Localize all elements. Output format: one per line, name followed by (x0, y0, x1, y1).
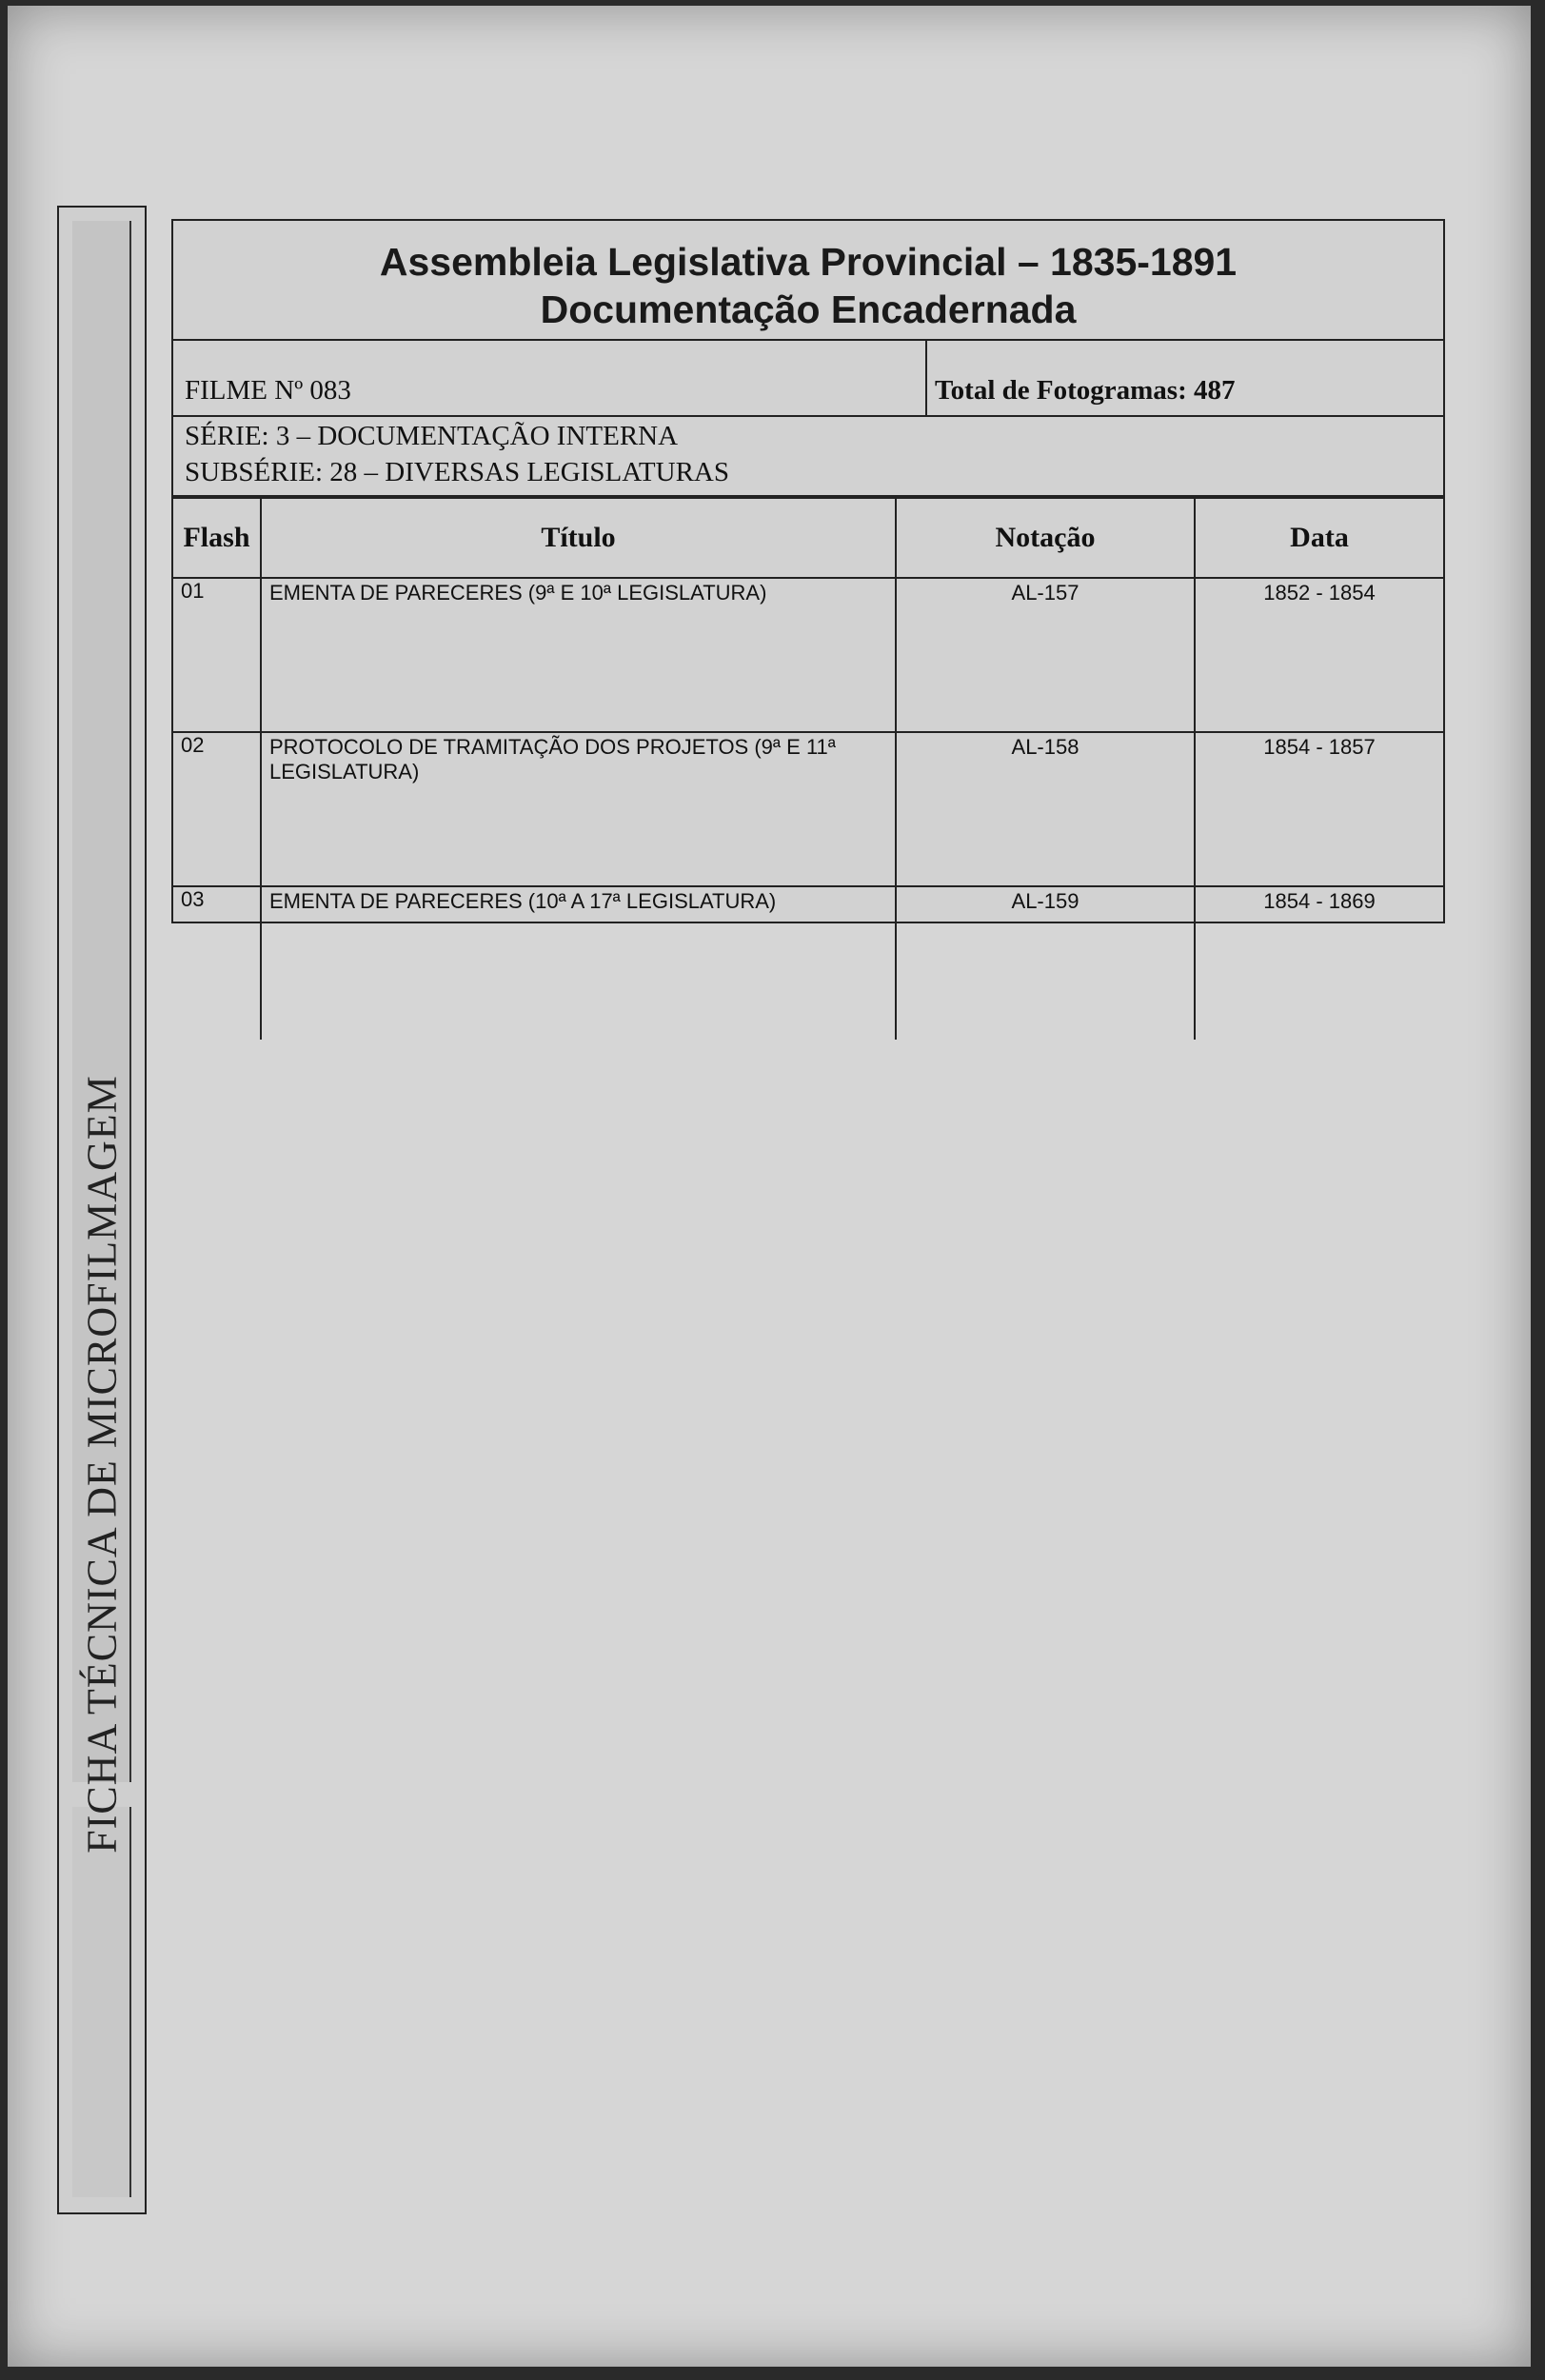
document-title: Assembleia Legislativa Provincial – 1835-1891 (379, 240, 1238, 284)
film-number: FILME Nº 083 (185, 375, 351, 406)
cell-titulo: EMENTA DE PARECERES (9ª E 10ª LEGISLATURA) (261, 578, 896, 732)
total-box (925, 341, 1443, 417)
cell-titulo: PROTOCOLO DE TRAMITAÇÃO DOS PROJETOS (9ª E 11ª LEGISLATURA) (261, 732, 896, 886)
film-info-row (173, 341, 1443, 417)
header-notacao: Notação (896, 498, 1195, 578)
cell-flash: 02 (173, 732, 261, 886)
table-row (173, 886, 1443, 1040)
header-data: Data (1195, 498, 1443, 578)
cell-titulo: EMENTA DE PARECERES (10ª A 17ª LEGISLATURA) (261, 886, 896, 1040)
side-band (57, 206, 147, 2214)
subseries-label: SUBSÉRIE: 28 – DIVERSAS LEGISLATURAS (185, 457, 729, 487)
series-block (173, 417, 1443, 497)
cell-flash: 03 (173, 886, 261, 1040)
total-frames: Total de Fotogramas: 487 (935, 375, 1236, 406)
cell-notacao: AL-157 (896, 578, 1195, 732)
header-flash: Flash (173, 498, 261, 578)
scanned-page (8, 6, 1531, 2367)
cell-data: 1852 - 1854 (1195, 578, 1443, 732)
header-titulo: Título (261, 498, 896, 578)
cell-flash: 01 (173, 578, 261, 732)
table-row (173, 578, 1443, 732)
series-label: SÉRIE: 3 – DOCUMENTAÇÃO INTERNA (185, 421, 679, 451)
table-row (173, 732, 1443, 886)
side-band-lower-panel (72, 1807, 131, 2197)
cell-data: 1854 - 1869 (1195, 886, 1443, 1040)
microfilm-sheet (171, 219, 1445, 923)
table-header-row (173, 498, 1443, 578)
cell-notacao: AL-159 (896, 886, 1195, 1040)
document-subtitle: Documentação Encadernada (540, 288, 1077, 331)
documents-table (173, 497, 1443, 1040)
title-box (173, 221, 1443, 341)
cell-data: 1854 - 1857 (1195, 732, 1443, 886)
side-label: FICHA TÉCNICA DE MICROFILMAGEM (78, 1075, 126, 1854)
cell-notacao: AL-158 (896, 732, 1195, 886)
